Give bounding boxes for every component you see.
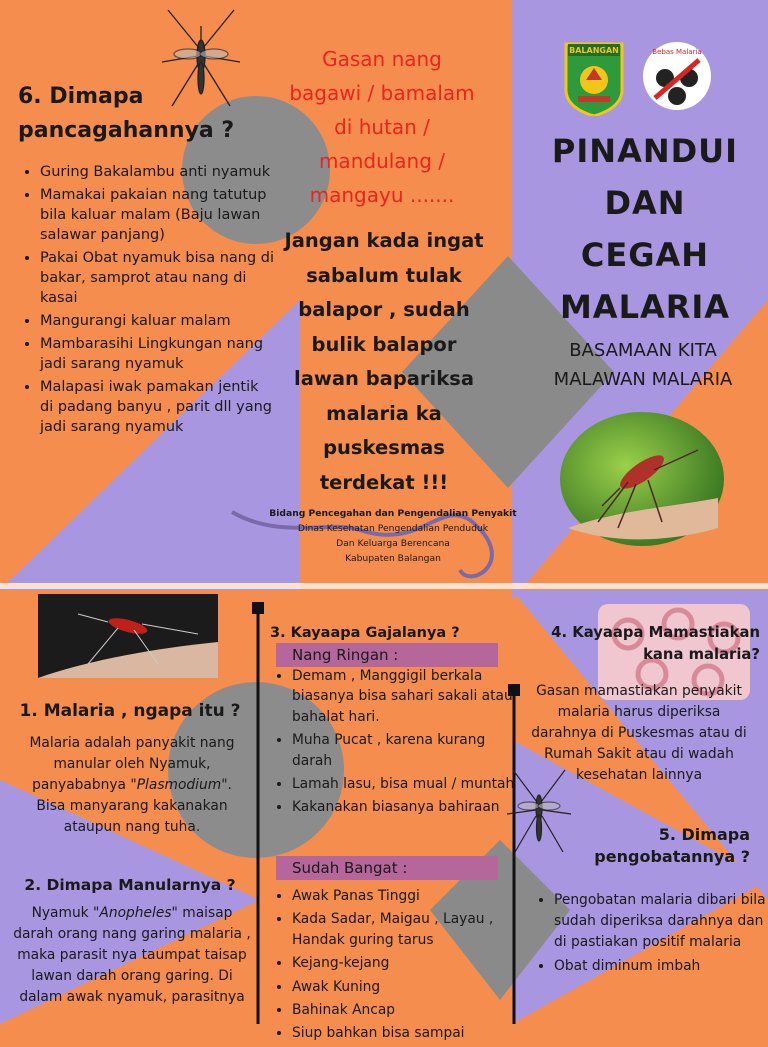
section1-text [16,733,248,838]
prevention-item: • Malapasi iwak pamakan jentik di padang banyu , parit dll yang jadi sarang nyamuk [40,377,276,437]
credit-line: Dan Keluarga Berencana [336,538,450,549]
section2-text [12,903,252,1008]
severe-symptoms-list [272,886,528,1047]
subtitle-line: BASAMAAN KITA [569,340,717,361]
severe-symptom: • Kejang-kejang [292,953,528,973]
prevention-heading-line2: pancagahannya ? [18,118,235,143]
credit-line: Kabupaten Balangan [345,553,441,564]
section5-heading-line1: 5. Dimapa [658,825,750,844]
bold-line: puskesmas [323,436,445,459]
bold-line: balapor , sudah [298,298,470,321]
severe-symptom: • Bahinak Ancap [292,1000,528,1020]
section1-heading: 1. Malaria , ngapa itu ? [19,701,241,721]
balangan-logo [562,40,626,116]
bebas-malaria-logo [641,40,713,112]
section1-text-italic: Plasmodium [136,777,222,793]
bold-line: terdekat !!! [319,470,449,494]
title-line: CEGAH [580,236,710,274]
title-line: DAN [604,184,686,222]
mild-symptom: • Kakanakan biasanya bahiraan [292,797,528,817]
section2-text-italic: Anopheles [99,905,172,921]
treatment-item: • Obat diminum imbah [554,956,768,977]
mosquito-photo [558,410,726,548]
prevention-heading [18,80,268,148]
red-line: Gasan nang [322,47,442,71]
severe-symptom: • Kada Sadar, Maigau , Layau , Handak guring tarus [292,909,528,950]
panel-divider [0,583,768,589]
section1-text-part: ". Bisa manyarang kakanakan ataupun nang tuha. [36,777,232,835]
section5-heading-line2: pengobatannya ? [594,847,750,866]
credit-text [258,506,528,566]
credit-department: Bidang Pencegahan dan Pengendalian Penyakit [269,508,517,519]
bold-line: Jangan kada ingat [284,229,484,252]
main-title [535,125,755,333]
subtitle-line: MALAWAN MALARIA [553,369,733,390]
section2-text-part: Nyamuk " [31,905,100,921]
section2-heading: 2. Dimapa Manularnya ? [24,876,236,894]
bold-line: malaria ka [326,401,442,425]
red-audience-text [262,42,502,212]
section4-heading [512,622,760,666]
bold-reminder-text [262,224,506,500]
title-line: PINANDUI [551,132,739,170]
bebas-malaria-text: Bebas Malaria [652,48,702,56]
prevention-heading-line1: 6. Dimapa [18,84,144,109]
prevention-item: • Mamakai pakaian nang tatutup bila kaluar malam (Baju lawan salawar panjang) [40,185,276,245]
section2-text-part: " maisap darah orang nang garing malaria , maka parasit nya taumpat taisap lawan darah orang garing. Di dalam awak nyamuk, parasitnya [13,905,251,1005]
mild-label: Nang Ringan : [292,646,399,664]
section4-text: Gasan mamastiakan penyakit malaria harus diperiksa darahnya di Puskesmas atau di Rumah Sakit atau di wadah kesehatan lainnya [531,683,747,783]
credit-line: Dinas Kesehatan Pengendalian Penduduk [297,523,489,534]
bold-line: sabalum tulak [306,263,462,287]
severe-label: Sudah Bangat : [292,859,408,877]
red-line: mangayu ....... [309,183,455,207]
mild-symptom: • Muha Pucat , karena kurang darah [292,730,528,771]
prevention-item: • Guring Bakalambu anti nyamuk [40,162,276,182]
mosquito-on-skin-photo [38,594,218,678]
prevention-list [20,162,276,440]
bold-line: bulik balapor [311,332,457,356]
bold-line: lawan bapariksa [294,367,474,390]
mild-symptoms-list [272,666,528,821]
prevention-item: • Pakai Obat nyamuk bisa nang di bakar, samprot atau nang di kasai [40,248,276,308]
balangan-logo-text: BALANGAN [569,46,619,55]
red-line: mandulang / [318,149,446,173]
section4-heading-line1: 4. Kayaapa Mamastiakan [551,624,760,641]
mild-symptom: • Lamah lasu, bisa mual / muntah [292,774,528,794]
subtitle [518,336,768,394]
severe-symptom: • Awak Panas Tinggi [292,886,528,906]
red-line: di hutan / [334,115,430,139]
severe-symptom: • Siup bahkan bisa sampai [292,1023,528,1043]
prevention-item: • Mangurangi kaluar malam [40,311,276,331]
section3-heading: 3. Kayaapa Gajalanya ? [270,625,460,641]
prevention-item: • Mambarasihi Lingkungan nang jadi sarang nyamuk [40,334,276,374]
timeline-node-left [252,602,264,614]
mild-symptom: • Demam , Manggigil berkala biasanya bisa sahari sakali atau bahalat hari. [292,666,528,727]
treatment-item: • Pengobatan malaria dibari bila sudah diperiksa darahnya dan di pastiakan positif malaria [554,890,768,953]
section4-heading-line2: kana malaria? [643,646,760,663]
section1-text-part: Malaria adalah panyakit nang manular oleh Nyamuk, panyababnya " [29,735,235,793]
red-line: bagawi / bamalam [289,81,475,105]
section5-heading [560,824,750,868]
severe-symptom: • Awak Kuning [292,977,528,997]
title-line: MALARIA [559,288,731,326]
treatment-list [532,890,768,980]
